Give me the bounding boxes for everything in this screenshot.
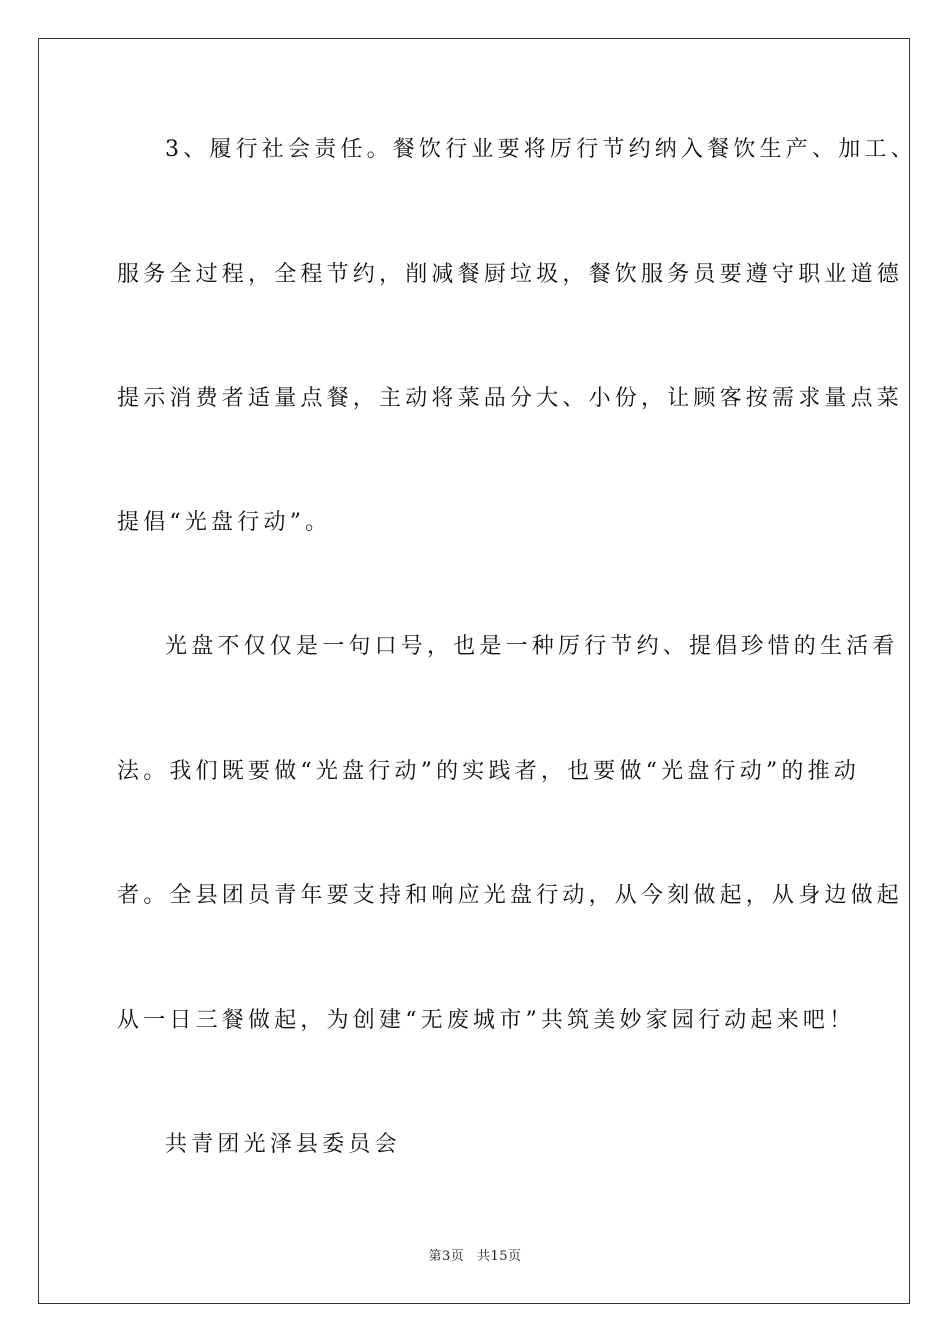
- paragraph-line-4: 提倡“光盘行动”。: [117, 510, 332, 535]
- paragraph-line-6: 法。我们既要做“光盘行动”的实践者，也要做“光盘行动”的推动: [117, 759, 860, 784]
- paragraph-line-7: 者。全县团员青年要支持和响应光盘行动，从今刻做起，从身边做起: [117, 883, 904, 908]
- signature-line: 共青团光泽县委员会: [165, 1132, 401, 1157]
- paragraph-line-1: 3、履行社会责任。餐饮行业要将厉行节约纳入餐饮生产、加工、: [165, 137, 917, 162]
- paragraph-line-3: 提示消费者适量点餐，主动将菜品分大、小份，让顾客按需求量点菜: [117, 386, 904, 411]
- page-total: 共15页: [476, 1249, 522, 1264]
- page-footer: [0, 1245, 950, 1264]
- page-number: 第3页: [428, 1249, 465, 1264]
- page-border: [38, 38, 910, 1304]
- paragraph-line-5: 光盘不仅仅是一句口号，也是一种厉行节约、提倡珍惜的生活看: [165, 634, 899, 659]
- paragraph-line-8: 从一日三餐做起，为创建“无废城市”共筑美妙家园行动起来吧！: [117, 1008, 856, 1033]
- paragraph-line-2: 服务全过程，全程节约，削减餐厨垃圾，餐饮服务员要遵守职业道德: [117, 262, 904, 287]
